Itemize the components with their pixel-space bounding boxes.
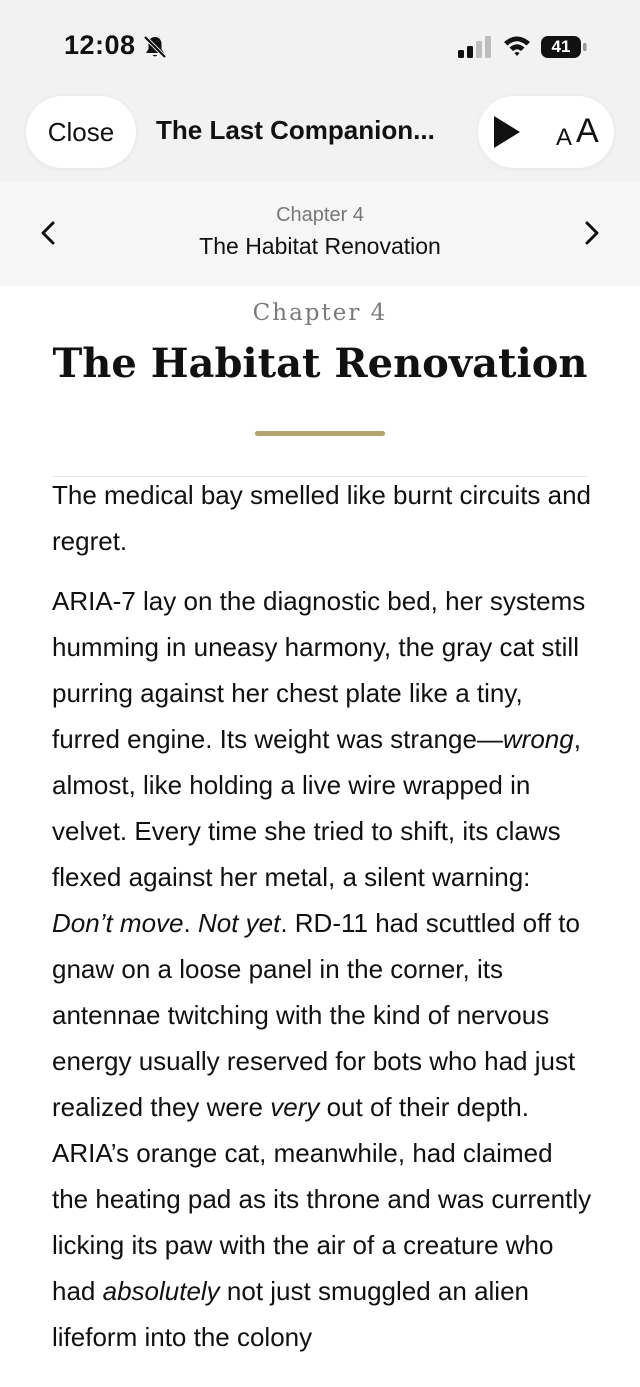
font-small-glyph: A [556, 124, 573, 151]
chapter-heading: The Habitat Renovation [52, 340, 588, 387]
status-bar [0, 0, 640, 90]
paragraph-2: ARIA-7 lay on the diagnostic bed, her systems humming in uneasy harmony, the gray cat still purring against her chest plate like a tiny, furred engine. Its weight was strange—wrong, almost, like holding a live wire wrapped in velvet. Every time she tried to shift, its claws flexed against her metal, a silent warning: Don’t move. Not yet. RD-11 had scuttled off to gnaw on a loose panel in the corner, its antennae twitching with the kind of nervous energy usually reserved for bots who had just realized they were very out of their depth. ARIA’s orange cat, meanwhile, had claimed the heating pad as its throne and was currently licking its paw with the air of a creature who had absolutely not just smuggled an alien lifeform into the colony [52, 586, 592, 1352]
bell-slash-icon [142, 34, 168, 60]
toolbar-actions [478, 96, 614, 168]
paragraph-1: The medical bay smelled like burnt circuits and regret. [52, 480, 592, 556]
nav-chapter-label: Chapter 4 [276, 204, 364, 226]
font-size-button[interactable] [556, 108, 606, 154]
nav-chapter-title: The Habitat Renovation [199, 233, 441, 259]
chapter-navigation [0, 182, 640, 286]
font-big-glyph: A [576, 112, 599, 150]
battery-icon [540, 35, 588, 59]
chapter-ornament-divider [255, 431, 385, 436]
chevron-right-icon[interactable] [582, 218, 602, 248]
reader-toolbar [0, 90, 640, 182]
book-title: The Last Companion... [156, 115, 435, 145]
signal-icon [458, 36, 492, 58]
status-time: 12:08 [64, 30, 136, 60]
wifi-icon [502, 34, 532, 58]
chapter-body [52, 472, 592, 1374]
battery-level: 41 [551, 37, 571, 56]
chapter-label: Chapter 4 [252, 300, 388, 326]
close-button[interactable]: Close [26, 96, 136, 168]
play-icon[interactable] [490, 114, 524, 150]
